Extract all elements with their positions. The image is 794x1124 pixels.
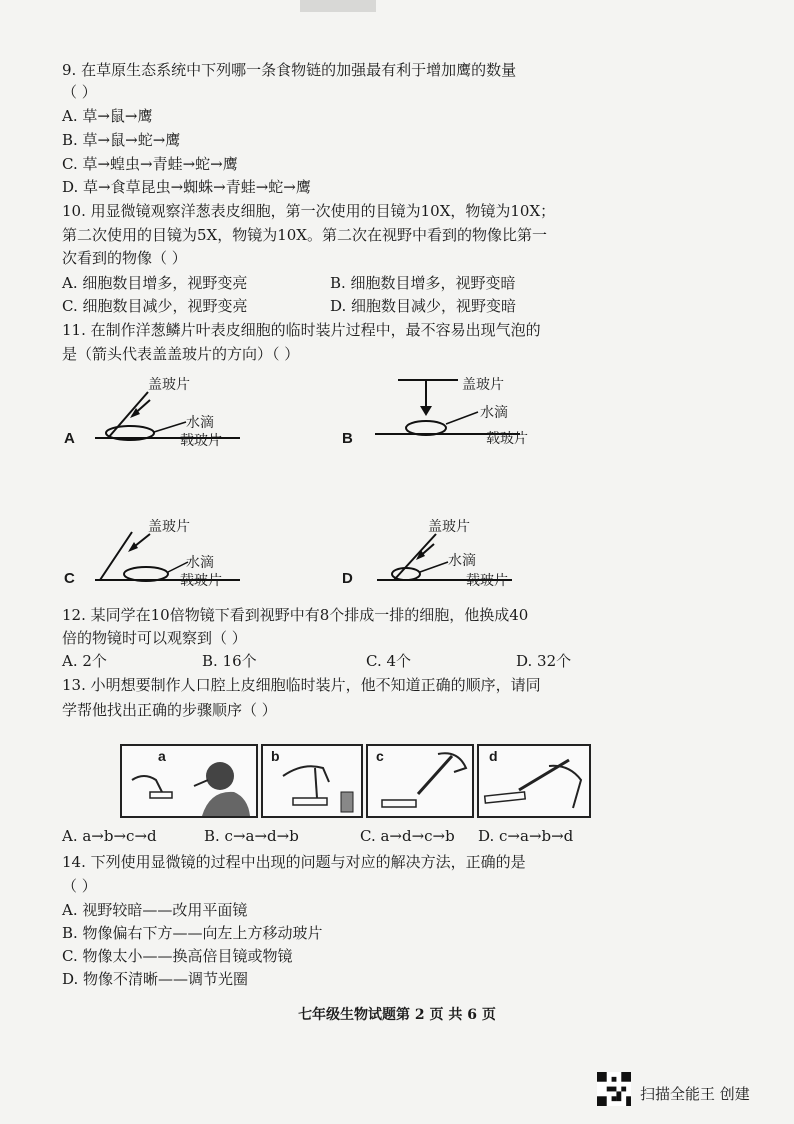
q11-b-cover-label: 盖玻片 [462,377,504,393]
q12-option-b: B. 16个 [202,652,257,670]
q14-option-d: D. 物像不清晰——调节光圈 [62,970,249,988]
q11-option-a-label: A [64,430,75,447]
q11-d-water-label: 水滴 [448,553,476,569]
q13-photo-c [366,744,474,818]
q9-option-b: B. 草→鼠→蛇→鹰 [62,131,181,149]
q10-stem-line3: 次看到的物像（ ） [62,249,187,267]
q10-option-b: B. 细胞数目增多，视野变暗 [330,274,516,292]
q11-a-cover-label: 盖玻片 [148,377,190,393]
q10-option-c: C. 细胞数目减少，视野变亮 [62,297,248,315]
q13-photo-d [477,744,591,818]
q11-c-water-label: 水滴 [186,555,214,571]
q10-option-d: D. 细胞数目减少，视野变暗 [330,297,517,315]
q14-answer-paren: （ ） [62,877,97,895]
q12-option-c: C. 4个 [366,652,412,670]
q12-stem-line1: 12. 某同学在10倍物镜下看到视野中有8个排成一排的细胞，他换成40 [62,606,529,624]
q9-option-d: D. 草→食草昆虫→蜘蛛→青蛙→蛇→鹰 [62,178,311,196]
q11-option-b-label: B [342,430,353,447]
page-footer: 七年级生物试题第 2 页 共 6 页 [298,1007,496,1023]
q13-stem-line1: 13. 小明想要制作人口腔上皮细胞临时装片，他不知道正确的顺序，请同 [62,676,541,694]
q13-photo-a [120,744,258,818]
q14-option-c: C. 物像太小——换高倍目镜或物镜 [62,947,293,965]
q10-stem-line2: 第二次使用的目镜为5X，物镜为10X。第二次在视野中看到的物像比第一 [62,226,547,244]
q13-option-c: C. a→d→c→b [360,827,455,845]
q11-c-cover-label: 盖玻片 [148,519,190,535]
q11-c-slide-label: 载玻片 [180,573,222,589]
qr-code-icon [597,1072,631,1106]
q13-photo-a-tag: a [158,748,166,764]
q11-option-d-label: D [342,570,353,587]
q9-answer-paren: （ ） [62,83,97,101]
q13-stem-line2: 学帮他找出正确的步骤顺序（ ） [62,701,277,719]
q14-option-b: B. 物像偏右下方——向左上方移动玻片 [62,924,323,942]
q13-option-d: D. c→a→b→d [478,827,574,845]
q11-stem-line2: 是（箭头代表盖盖玻片的方向）（ ） [62,345,300,363]
q13-option-b: B. c→a→d→b [204,827,299,845]
q9-stem: 9. 在草原生态系统中下列哪一条食物链的加强最有利于增加鹰的数量 [62,61,517,79]
top-scan-artifact [300,0,376,12]
q13-option-a: A. a→b→c→d [62,827,157,845]
q13-photo-b-tag: b [271,748,280,764]
q10-option-a: A. 细胞数目增多，视野变亮 [62,274,248,292]
q12-option-d: D. 32个 [516,652,572,670]
q13-photo-b [261,744,363,818]
q10-stem-line1: 10. 用显微镜观察洋葱表皮细胞，第一次使用的目镜为10X，物镜为10X； [62,202,556,220]
q12-stem-line2: 倍的物镜时可以观察到（ ） [62,629,247,647]
q11-d-slide-label: 载玻片 [466,573,508,589]
q13-photo-a-illustration [122,746,256,816]
q9-option-a: A. 草→鼠→鹰 [62,107,153,125]
q11-b-water-label: 水滴 [480,405,508,421]
q14-option-a: A. 视野较暗——改用平面镜 [62,901,248,919]
q14-stem-line1: 14. 下列使用显微镜的过程中出现的问题与对应的解决方法，正确的是 [62,853,526,871]
q11-d-cover-label: 盖玻片 [428,519,470,535]
q13-photo-c-tag: c [376,748,384,764]
q11-stem-line1: 11. 在制作洋葱鳞片叶表皮细胞的临时装片过程中，最不容易出现气泡的 [62,321,541,339]
q11-a-water-label: 水滴 [186,415,214,431]
scanner-brand-text: 扫描全能王 创建 [640,1085,750,1103]
q13-photo-d-tag: d [489,748,498,764]
q11-a-slide-label: 载玻片 [180,433,222,449]
q9-option-c: C. 草→蝗虫→青蛙→蛇→鹰 [62,155,238,173]
q11-b-slide-label: 载玻片 [486,431,528,447]
q11-option-c-label: C [64,570,75,587]
q12-option-a: A. 2个 [62,652,107,670]
